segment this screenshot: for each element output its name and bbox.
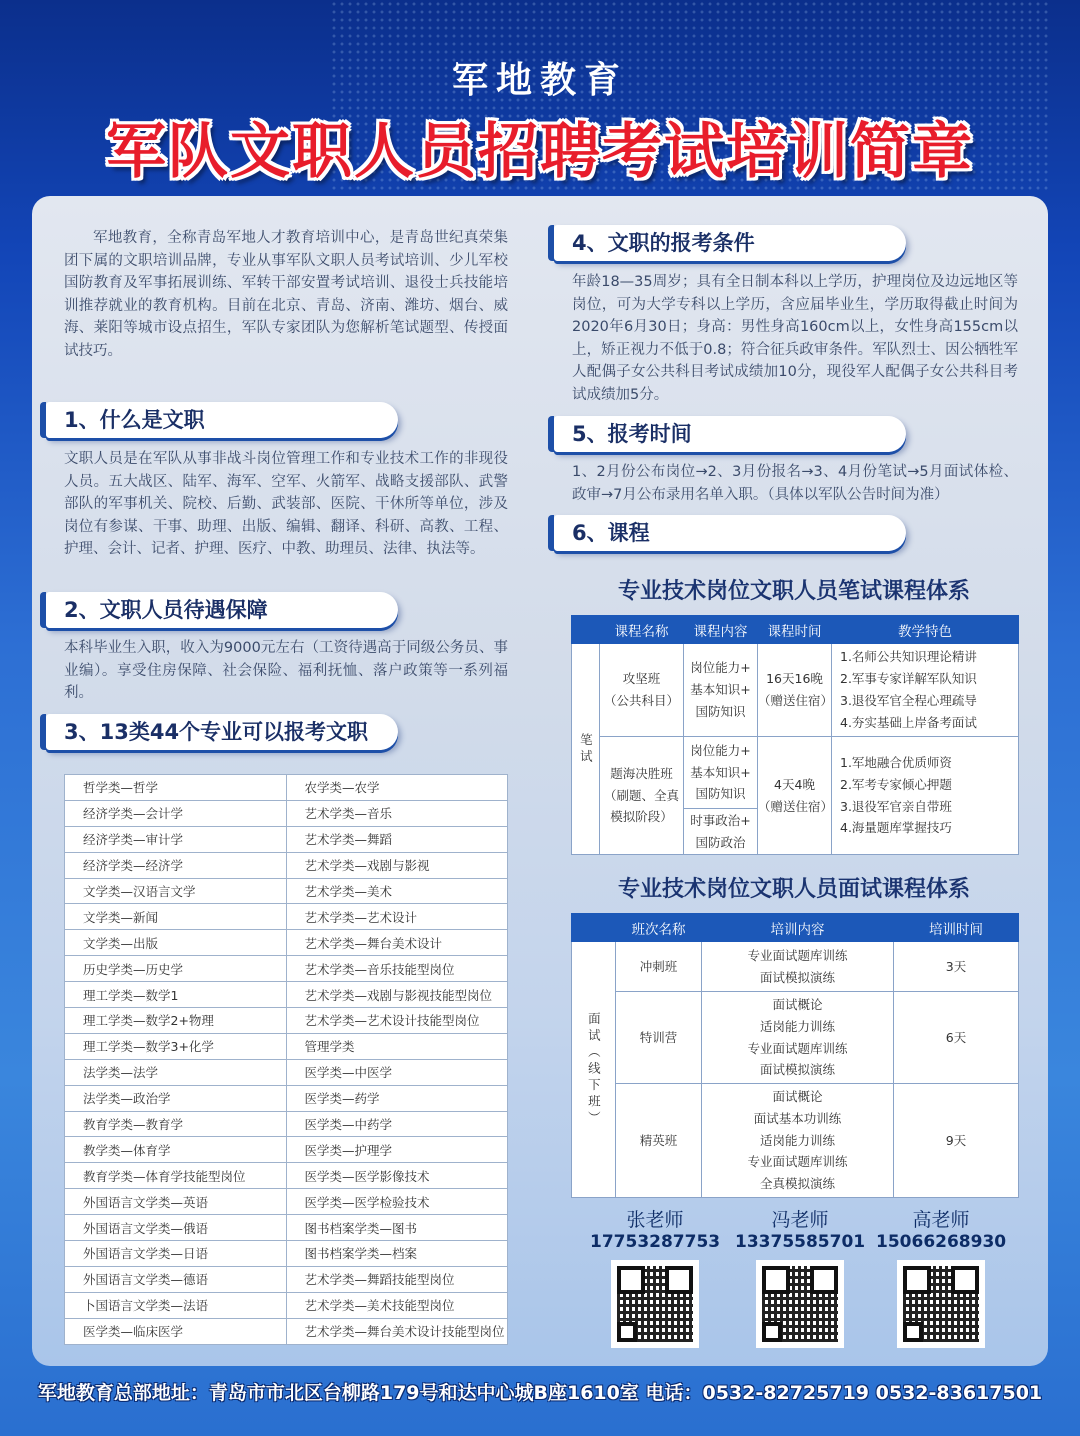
written-course-title: 专业技术岗位文职人员笔试课程体系 <box>617 579 970 604</box>
contact-card <box>876 1205 1006 1348</box>
table-row <box>65 1318 508 1344</box>
major-cell: 理工学类—数学2+物理 <box>65 1008 287 1034</box>
course-features: 1.军地融合优质师资 2.军考专家倾心押题 3.退役军官亲自带班 4.海量题库掌握技巧 <box>832 737 1019 855</box>
section-majors: 3、13类44个专业可以报考文职 <box>46 714 398 750</box>
class-name: 精英班 <box>616 1084 702 1198</box>
major-cell: 文学类—汉语言文学 <box>65 878 287 904</box>
section-benefits: 2、文职人员待遇保障 <box>46 592 398 628</box>
major-cell: 外国语言文学类—英语 <box>65 1189 287 1215</box>
contact-name: 冯老师 <box>771 1209 829 1231</box>
class-name: 特训营 <box>616 992 702 1084</box>
major-cell: 理工学类—数学1 <box>65 982 287 1008</box>
section-requirements: 4、文职的报考条件 <box>554 225 906 261</box>
col-header: 课程时间 <box>758 616 832 644</box>
course-content: 时事政治+ 国防政治 <box>684 809 758 855</box>
table-row <box>65 826 508 852</box>
table-row <box>65 878 508 904</box>
table-row <box>65 1189 508 1215</box>
major-cell: 医学类—医学检验技术 <box>286 1189 508 1215</box>
class-name: 冲刺班 <box>616 942 702 992</box>
section-what-is-civilian: 1、什么是文职 <box>46 402 398 438</box>
major-cell: 法学类—法学 <box>65 1059 287 1085</box>
table-row <box>65 1266 508 1292</box>
major-cell: 农学类—农学 <box>286 775 508 801</box>
page-title: 军队文职人员招聘考试培训简章 <box>106 117 974 187</box>
class-content: 面试概论 面试基本功训练 适岗能力训练 专业面试题库训练 全真模拟演练 <box>702 1084 894 1198</box>
course-time: 4天4晚 （赠送住宿） <box>758 737 832 855</box>
table-row <box>65 775 508 801</box>
qr-code-icon[interactable] <box>756 1260 844 1348</box>
col-header: 教学特色 <box>832 616 1019 644</box>
major-cell: 图书档案学类—档案 <box>286 1241 508 1267</box>
major-cell: 医学类—药学 <box>286 1085 508 1111</box>
major-cell: 医学类—中药学 <box>286 1111 508 1137</box>
table-row <box>65 1111 508 1137</box>
table-row <box>65 1292 508 1318</box>
interview-course-table <box>571 913 1019 1198</box>
footer-address: 军地教育总部地址：青岛市市北区台柳路179号和达中心城B座1610室 电话：0532-82725719 0532-83617501 <box>37 1382 1043 1404</box>
major-cell: 艺术学类—舞台美术设计 <box>286 930 508 956</box>
table-row <box>65 1137 508 1163</box>
qr-code-icon[interactable] <box>611 1260 699 1348</box>
contact-card <box>590 1205 720 1348</box>
major-cell: 文学类—新闻 <box>65 904 287 930</box>
major-cell: 医学类—护理学 <box>286 1137 508 1163</box>
table-row <box>65 1085 508 1111</box>
course-name: 题海决胜班 （刷题、全真模拟阶段） <box>600 737 684 855</box>
major-cell: 哲学类—哲学 <box>65 775 287 801</box>
major-cell: 艺术学类—艺术设计技能型岗位 <box>286 1008 508 1034</box>
major-cell: 文学类—出版 <box>65 930 287 956</box>
major-cell: 艺术学类—戏剧与影视技能型岗位 <box>286 982 508 1008</box>
major-cell: 理工学类—数学3+化学 <box>65 1033 287 1059</box>
table-row <box>65 800 508 826</box>
major-cell: 艺术学类—舞蹈 <box>286 826 508 852</box>
corner-cell <box>572 616 600 644</box>
table-row <box>65 930 508 956</box>
interview-course-title: 专业技术岗位文职人员面试课程体系 <box>617 877 970 902</box>
intro-text: 军地教育，全称青岛军地人才教育培训中心，是青岛世纪真荣集团下属的文职培训品牌，专业从事军队文职人员考试培训、少儿军校国防教育及军事拓展训练、军转干部安置考试培训、退役士兵技能培训推荐就业的教育机构。目前在北京、青岛、济南、潍坊、烟台、威海、莱阳等城市设点招生，军队专家团队为您解析笔试题型、传授面试技巧。 <box>64 230 508 359</box>
major-cell: 艺术学类—美术 <box>286 878 508 904</box>
major-cell: 外国语言文学类—日语 <box>65 1241 287 1267</box>
major-cell: 外国语言文学类—俄语 <box>65 1215 287 1241</box>
col-header: 课程内容 <box>684 616 758 644</box>
class-content: 专业面试题库训练 面试模拟演练 <box>702 942 894 992</box>
major-cell: 教育学类—教育学 <box>65 1111 287 1137</box>
course-name: 攻坚班 （公共科目） <box>600 644 684 737</box>
major-cell: 艺术学类—戏剧与影视 <box>286 852 508 878</box>
major-cell: 医学类—中医学 <box>286 1059 508 1085</box>
table-row <box>65 1008 508 1034</box>
contact-card <box>735 1205 865 1348</box>
table-row <box>65 852 508 878</box>
major-cell: 艺术学类—舞蹈技能型岗位 <box>286 1266 508 1292</box>
table-row <box>65 956 508 982</box>
col-header: 培训时间 <box>894 914 1019 942</box>
table-row <box>65 1059 508 1085</box>
interview-side-label: 面试（线下班） <box>572 942 616 1198</box>
major-cell: 艺术学类—舞台美术设计技能型岗位 <box>286 1318 508 1344</box>
major-cell: 经济学类—审计学 <box>65 826 287 852</box>
major-cell: 艺术学类—音乐技能型岗位 <box>286 956 508 982</box>
class-content: 面试概论 适岗能力训练 专业面试题库训练 面试模拟演练 <box>702 992 894 1084</box>
class-duration: 3天 <box>894 942 1019 992</box>
class-duration: 9天 <box>894 1084 1019 1198</box>
major-cell: 历史学类—历史学 <box>65 956 287 982</box>
written-course-table <box>571 615 1019 855</box>
contact-name: 张老师 <box>626 1209 684 1231</box>
major-cell: 医学类—医学影像技术 <box>286 1163 508 1189</box>
major-cell: 艺术学类—美术技能型岗位 <box>286 1292 508 1318</box>
major-cell: 经济学类—经济学 <box>65 852 287 878</box>
major-cell: 艺术学类—艺术设计 <box>286 904 508 930</box>
major-cell: 图书档案学类—图书 <box>286 1215 508 1241</box>
table-row <box>65 904 508 930</box>
table-row <box>65 1215 508 1241</box>
major-cell: 法学类—政治学 <box>65 1085 287 1111</box>
col-header: 班次名称 <box>616 914 702 942</box>
major-cell: 卜国语言文学类—法语 <box>65 1292 287 1318</box>
contact-phone[interactable]: 17753287753 <box>590 1232 721 1252</box>
contact-phone[interactable]: 15066268930 <box>876 1232 1007 1252</box>
table-row <box>65 1241 508 1267</box>
course-content: 岗位能力+ 基本知识+ 国防知识 <box>684 737 758 809</box>
table-row <box>65 982 508 1008</box>
major-cell: 外国语言文学类—德语 <box>65 1266 287 1292</box>
section-2-body: 本科毕业生入职，收入为9000元左右（工资待遇高于同级公务员、事业编）。享受住房保障、社会保险、福利抚恤、落户政策等一系列福利。 <box>64 640 508 702</box>
col-header: 课程名称 <box>600 616 684 644</box>
section-schedule: 5、报考时间 <box>554 416 906 452</box>
section-1-body: 文职人员是在军队从事非战斗岗位管理工作和专业技术工作的非现役人员。五大战区、陆军、海军、空军、火箭军、战略支援部队、武警部队的军事机关、院校、后勤、武装部、医院、干休所等单位，涉及岗位有参谋、干事、助理、出版、编辑、翻译、科研、高教、工程、护理、会计、记者、护理、医疗、中教、助理员、法律、执法等。 <box>64 451 508 558</box>
contact-phone[interactable]: 13375585701 <box>735 1232 866 1252</box>
written-side-label: 笔试 <box>572 644 600 855</box>
section-courses: 6、课程 <box>554 515 906 551</box>
contact-name: 高老师 <box>912 1209 970 1231</box>
course-time: 16天16晚 （赠送住宿） <box>758 644 832 737</box>
table-row <box>65 1033 508 1059</box>
corner-cell <box>572 914 616 942</box>
major-cell: 经济学类—会计学 <box>65 800 287 826</box>
brand-title: 军地教育 <box>451 60 628 101</box>
major-cell: 教学类—体育学 <box>65 1137 287 1163</box>
major-cell: 管理学类 <box>286 1033 508 1059</box>
section-5-body: 1、2月份公布岗位→2、3月份报名→3、4月份笔试→5月面试体检、政审→7月公布录用名单入职。（具体以军队公告时间为准） <box>572 464 1018 503</box>
col-header: 培训内容 <box>702 914 894 942</box>
qr-code-icon[interactable] <box>897 1260 985 1348</box>
course-content: 岗位能力+ 基本知识+ 国防知识 <box>684 644 758 737</box>
major-cell: 医学类—临床医学 <box>65 1318 287 1344</box>
table-row <box>65 1163 508 1189</box>
class-duration: 6天 <box>894 992 1019 1084</box>
major-cell: 艺术学类—音乐 <box>286 800 508 826</box>
major-cell: 教育学类—体育学技能型岗位 <box>65 1163 287 1189</box>
course-features: 1.名师公共知识理论精讲 2.军事专家详解军队知识 3.退役军官全程心理疏导 4.夯实基础上岸备考面试 <box>832 644 1019 737</box>
majors-table <box>64 774 508 1345</box>
section-4-body: 年龄18—35周岁；具有全日制本科以上学历，护理岗位及边远地区等岗位，可为大学专科以上学历，含应届毕业生，学历取得截止时间为2020年6月30日；身高：男性身高160cm以上，女性身高155cm以上，矫正视力不低于0.8；符合征兵政审条件。军队烈士、因公牺牲军人配偶子女公共科目考试成绩加10分，现役军人配偶子女公共科目考试成绩加5分。 <box>572 274 1018 403</box>
